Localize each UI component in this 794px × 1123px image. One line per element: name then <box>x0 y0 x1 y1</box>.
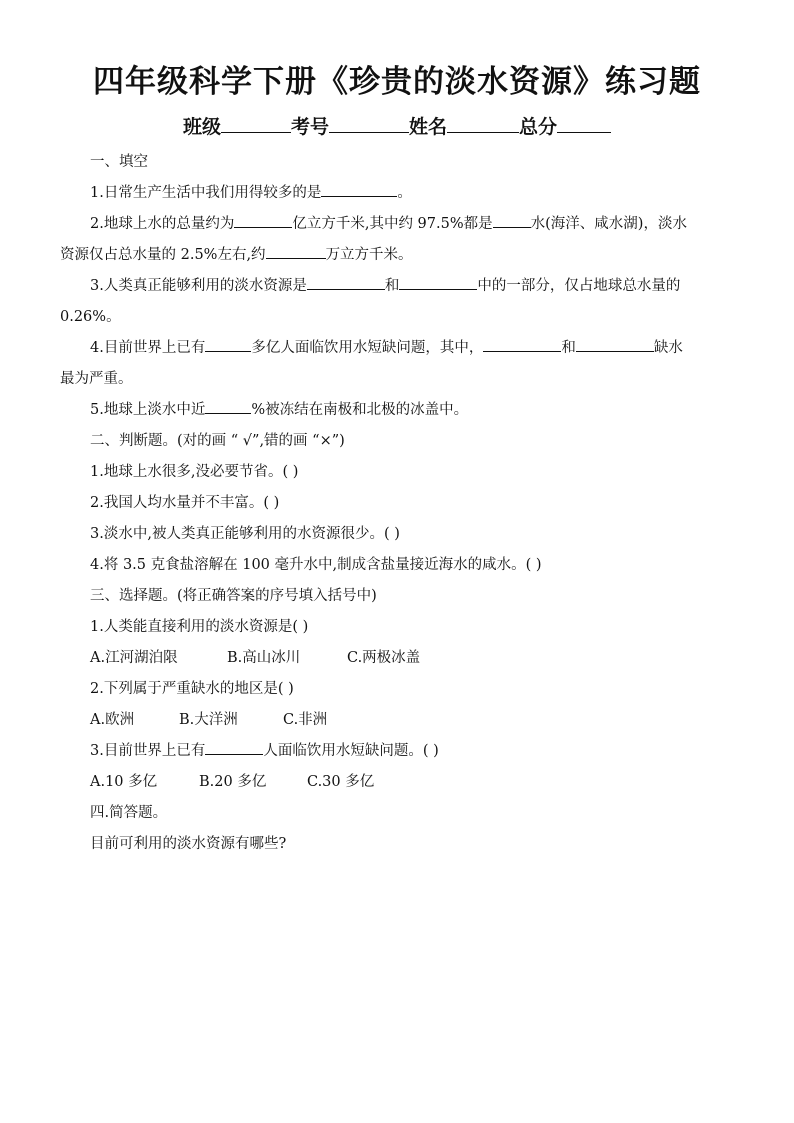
true-false-item[interactable]: 2.我国人均水量并不丰富。( ) <box>90 495 280 511</box>
section-heading-multiple-choice: 三、选择题。(将正确答案的序号填入括号中) <box>90 588 377 604</box>
fill-question-2 <box>60 209 736 271</box>
choice-options <box>60 767 736 798</box>
question-text: 缺水 <box>653 340 683 356</box>
question-text: 亿立方千米,其中约 97.5%都是 <box>292 216 493 232</box>
choice-question-stem[interactable] <box>60 736 736 767</box>
choice-question-stem[interactable]: 2.下列属于严重缺水的地区是( ) <box>90 681 294 697</box>
section-heading-fill-in: 一、填空 <box>90 154 148 170</box>
exam-no-label: 考号 <box>290 116 329 138</box>
answer-blank[interactable] <box>266 242 326 259</box>
worksheet-content <box>60 147 736 860</box>
choice-option[interactable]: A.欧洲 <box>90 712 135 728</box>
question-text: 2.地球上水的总量约为 <box>90 216 235 232</box>
class-blank[interactable] <box>221 112 291 133</box>
class-label: 班级 <box>182 116 221 138</box>
answer-blank[interactable] <box>321 180 397 197</box>
question-text: 3.人类真正能够利用的淡水资源是 <box>90 278 307 294</box>
choice-option[interactable]: C.30 多亿 <box>307 774 375 790</box>
true-false-item[interactable]: 1.地球上水很多,没必要节省。( ) <box>90 464 299 480</box>
question-text: 资源仅占总水量的 2.5%左右,约 <box>60 247 266 263</box>
fill-question-1 <box>60 178 736 209</box>
section-heading-true-false: 二、判断题。(对的画 “ √”,错的画 “×”) <box>90 433 345 449</box>
question-text: 最为严重。 <box>60 371 133 387</box>
answer-blank[interactable] <box>307 273 385 290</box>
question-text: 。 <box>397 185 412 201</box>
answer-blank[interactable] <box>483 335 561 352</box>
question-text: 3.目前世界上已有 <box>90 743 206 759</box>
question-text: 和 <box>384 278 400 294</box>
answer-blank[interactable] <box>399 273 477 290</box>
true-false-item[interactable]: 3.淡水中,被人类真正能够利用的水资源很少。( ) <box>90 526 400 542</box>
fill-question-3 <box>60 271 736 333</box>
answer-blank[interactable] <box>205 335 251 352</box>
answer-blank[interactable] <box>205 738 263 755</box>
choice-options <box>60 643 736 674</box>
answer-blank[interactable] <box>576 335 654 352</box>
exam-no-blank[interactable] <box>329 112 409 133</box>
choice-option[interactable]: B.20 多亿 <box>199 774 267 790</box>
choice-option[interactable]: A.10 多亿 <box>90 774 158 790</box>
score-blank[interactable] <box>557 112 611 133</box>
choice-question-stem[interactable]: 1.人类能直接利用的淡水资源是( ) <box>90 619 309 635</box>
choice-option[interactable]: C.非洲 <box>283 712 328 728</box>
section-heading-short-answer: 四.简答题。 <box>90 805 168 821</box>
answer-blank[interactable] <box>234 211 292 228</box>
fill-question-4 <box>60 333 736 395</box>
name-label: 姓名 <box>409 116 448 138</box>
answer-blank[interactable] <box>493 211 531 228</box>
answer-blank[interactable] <box>205 397 251 414</box>
choice-option[interactable]: B.大洋洲 <box>179 712 238 728</box>
choice-options <box>60 705 736 736</box>
question-text: 4.目前世界上已有 <box>90 340 206 356</box>
choice-option[interactable]: A.江河湖泊限 <box>90 650 178 666</box>
question-text: 人面临饮用水短缺问题。( ) <box>263 743 439 759</box>
name-blank[interactable] <box>447 112 519 133</box>
question-text: 1.日常生产生活中我们用得较多的是 <box>90 185 322 201</box>
short-answer-question: 目前可利用的淡水资源有哪些? <box>90 836 287 852</box>
choice-option[interactable]: B.高山冰川 <box>227 650 301 666</box>
choice-option[interactable]: C.两极冰盖 <box>347 650 421 666</box>
question-text: 万立方千米。 <box>325 247 413 263</box>
question-text: 水(海洋、咸水湖)，淡水 <box>530 216 687 232</box>
question-text: 和 <box>561 340 576 356</box>
question-text: 0.26%。 <box>60 309 121 325</box>
fill-question-5 <box>60 395 736 426</box>
score-label: 总分 <box>519 116 558 138</box>
student-info-line <box>0 112 794 141</box>
question-text: %被冻结在南极和北极的冰盖中。 <box>251 402 469 418</box>
true-false-item[interactable]: 4.将 3.5 克食盐溶解在 100 毫升水中,制成含盐量接近海水的咸水。( ) <box>90 557 542 573</box>
question-text: 多亿人面临饮用水短缺问题，其中， <box>251 340 484 356</box>
question-text: 5.地球上淡水中近 <box>90 402 206 418</box>
page-title: 四年级科学下册《珍贵的淡水资源》练习题 <box>93 64 701 100</box>
question-text: 中的一部分，仅占地球总水量的 <box>477 278 681 294</box>
